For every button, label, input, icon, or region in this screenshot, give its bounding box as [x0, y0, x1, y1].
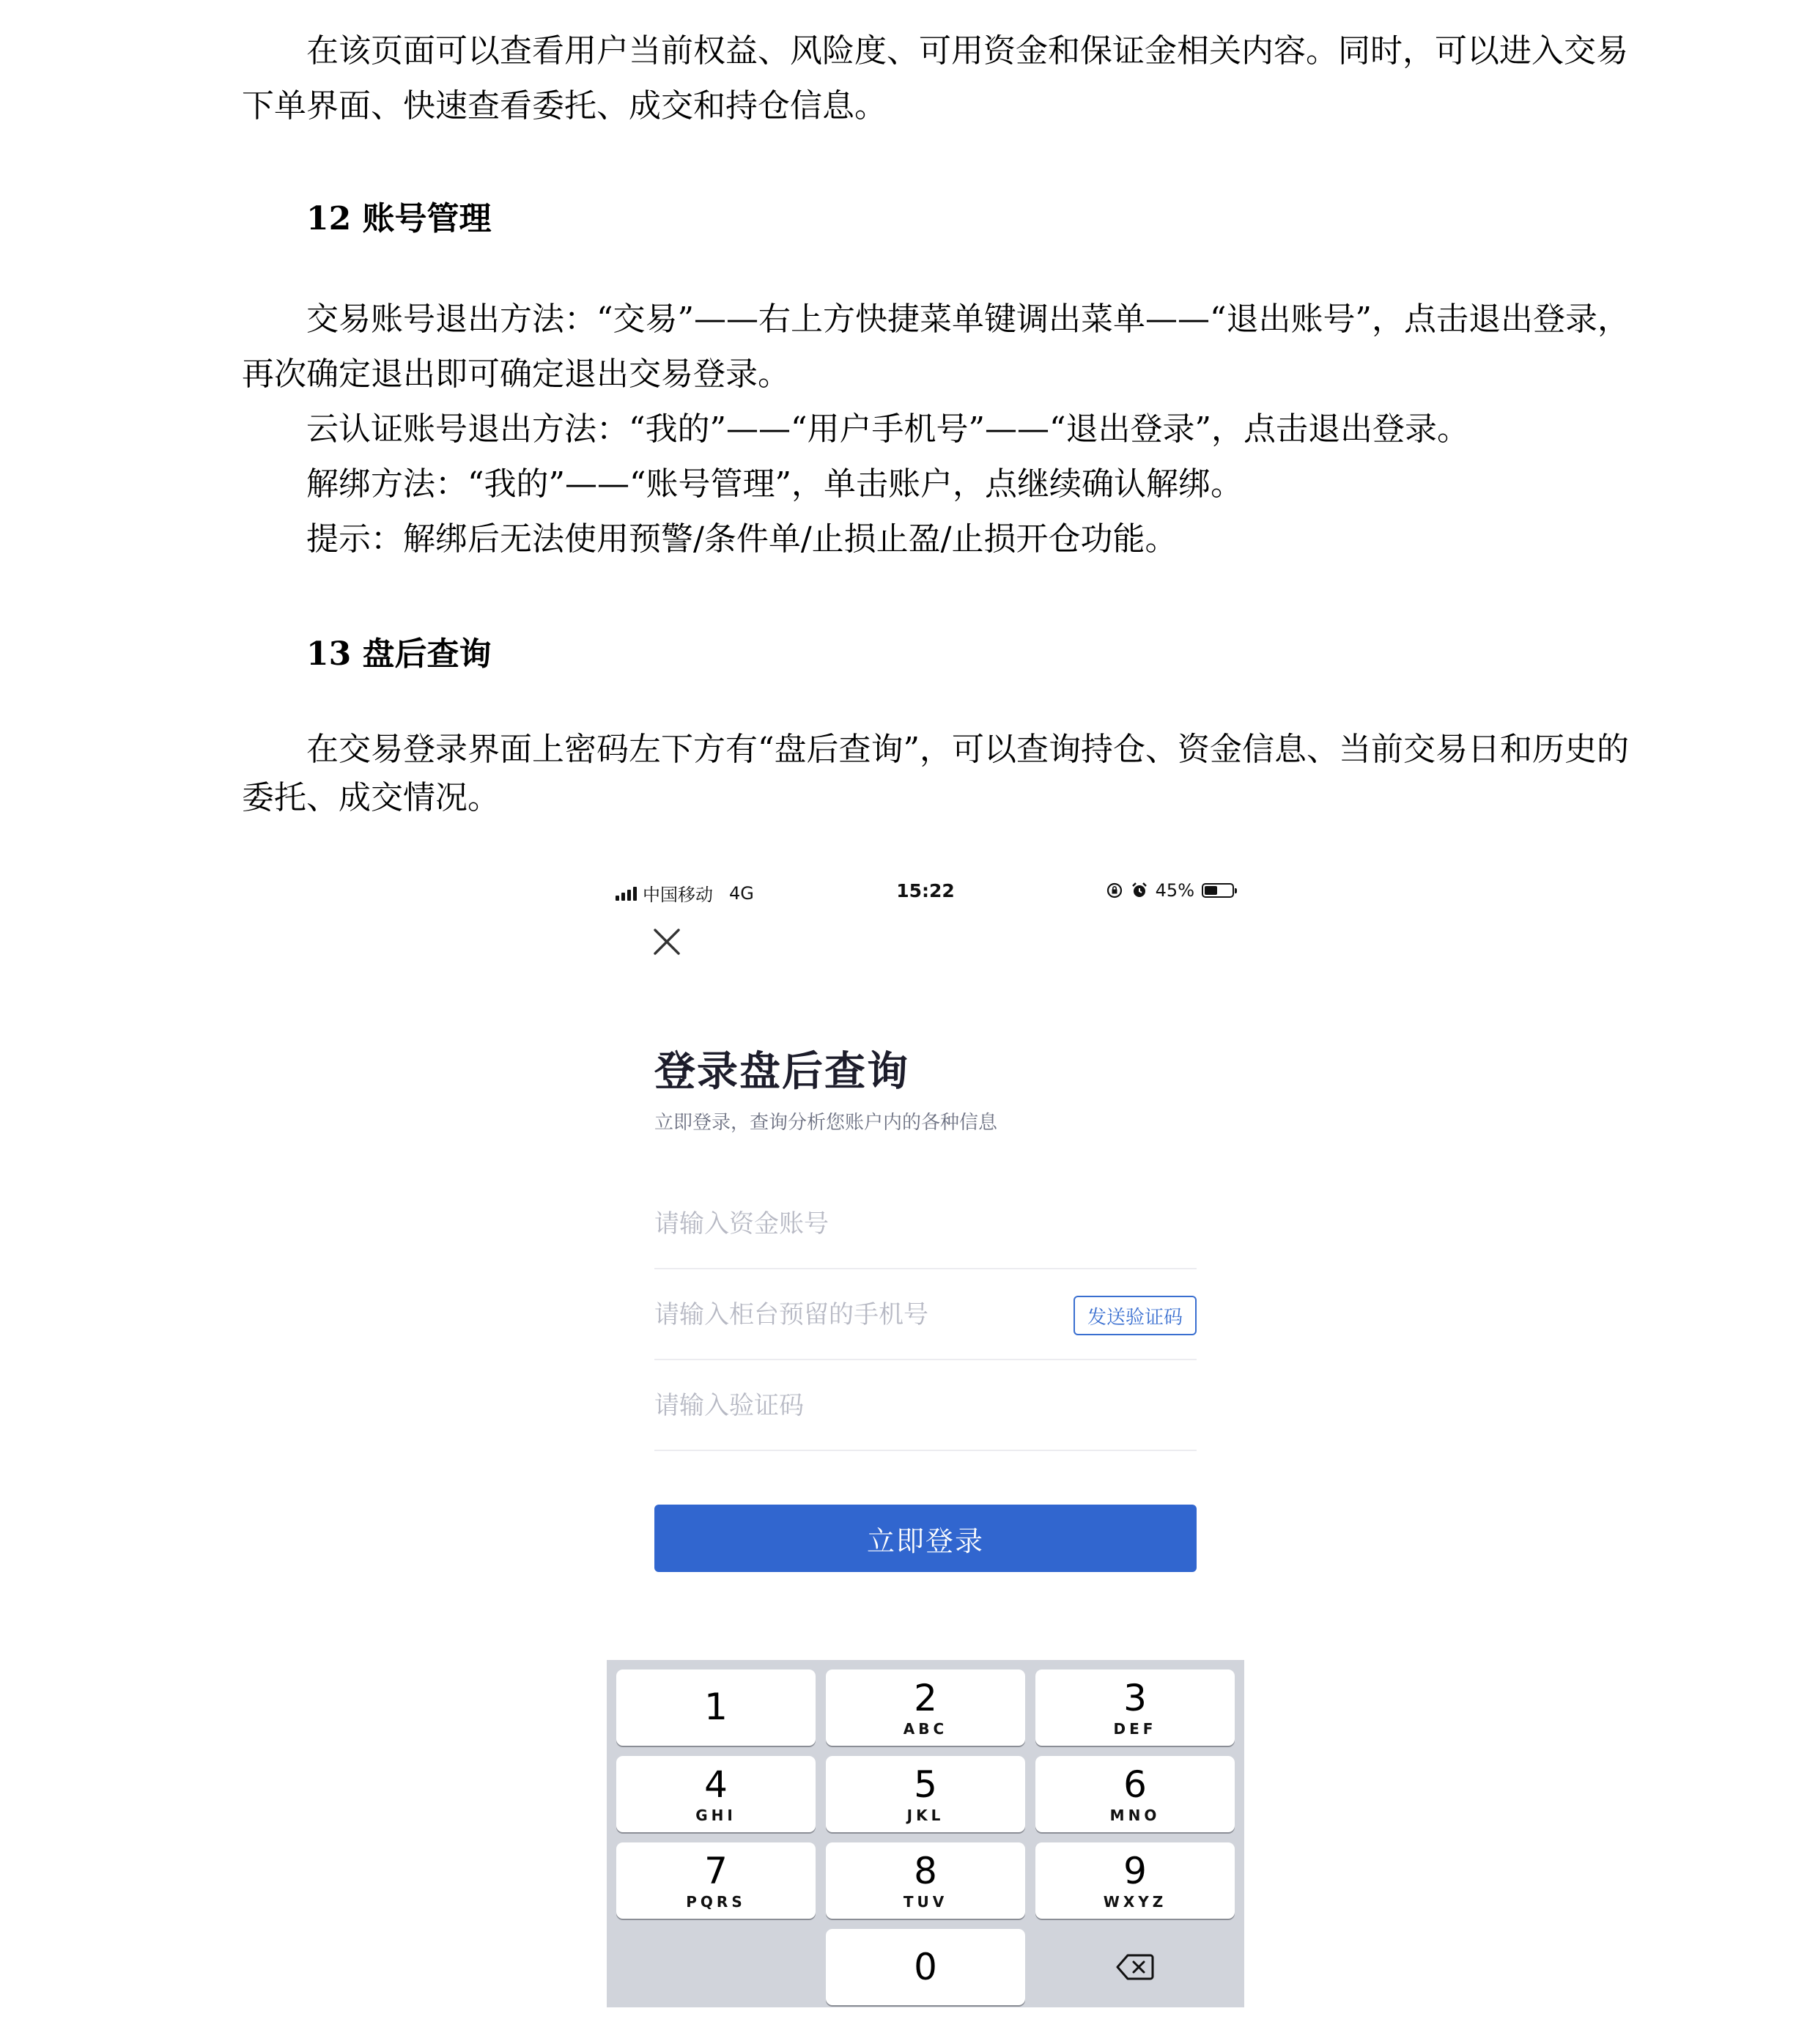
status-time: 15:22 [896, 880, 955, 901]
key-0[interactable] [826, 1929, 1025, 2005]
key-6-number: 6 [1123, 1763, 1147, 1806]
key-4-number: 4 [704, 1763, 728, 1806]
key-8-number: 8 [914, 1850, 937, 1892]
key-7[interactable] [616, 1842, 816, 1919]
key-1[interactable] [616, 1669, 816, 1746]
page-subtitle: 立即登录，查询分析您账户内的各种信息 [654, 1112, 998, 1134]
paragraph-trade-logout: 交易账号退出方法：“交易”——右上方快捷菜单键调出菜单——“退出账号”，点击退出登录，再次确定退出即可确定退出交易登录。 [242, 300, 1630, 393]
numeric-keypad [607, 1660, 1244, 2007]
key-9-letters: WXYZ [1103, 1893, 1167, 1911]
key-6-letters: MNO [1109, 1807, 1161, 1824]
phone-input[interactable] [654, 1296, 1065, 1334]
carrier-name: 中国移动 [643, 885, 713, 905]
key-5-number: 5 [914, 1763, 937, 1806]
key-5[interactable] [826, 1756, 1025, 1832]
status-bar [607, 874, 1244, 911]
phone-field [654, 1269, 1197, 1360]
key-4[interactable] [616, 1756, 816, 1832]
key-1-number: 1 [704, 1686, 728, 1728]
key-4-letters: GHI [695, 1807, 736, 1824]
account-input[interactable] [654, 1205, 1065, 1243]
page-title: 登录盘后查询 [654, 1048, 909, 1096]
section-heading-13: 13 盘后查询 [306, 635, 492, 673]
network-type: 4G [729, 882, 754, 904]
close-icon[interactable] [651, 926, 683, 958]
code-field [654, 1360, 1197, 1451]
key-2-number: 2 [914, 1677, 937, 1719]
key-2-letters: ABC [903, 1720, 948, 1738]
paragraph-intro: 在该页面可以查看用户当前权益、风险度、可用资金和保证金相关内容。同时，可以进入交易下单界面、快速查看委托、成交和持仓信息。 [242, 32, 1628, 125]
key-7-letters: PQRS [686, 1893, 746, 1911]
section-heading-12: 12 账号管理 [306, 200, 492, 237]
key-0-number: 0 [914, 1946, 937, 1988]
alarm-icon [1131, 882, 1148, 899]
key-8-letters: TUV [903, 1893, 948, 1911]
paragraph-tip: 提示：解绑后无法使用预警/条件单/止损止盈/止损开仓功能。 [306, 520, 1178, 558]
key-3-number: 3 [1123, 1677, 1147, 1719]
paragraph-unbind: 解绑方法：“我的”——“账号管理”，单击账户，点继续确认解绑。 [306, 465, 1243, 503]
key-6[interactable] [1035, 1756, 1235, 1832]
key-3-letters: DEF [1113, 1720, 1157, 1738]
paragraph-cloud-logout: 云认证账号退出方法：“我的”——“用户手机号”——“退出登录”，点击退出登录。 [306, 410, 1469, 448]
login-button[interactable]: 立即登录 [654, 1505, 1197, 1572]
battery-percent: 45% [1155, 880, 1194, 901]
key-9[interactable] [1035, 1842, 1235, 1919]
send-code-button[interactable]: 发送验证码 [1074, 1296, 1197, 1335]
backspace-icon [1116, 1953, 1154, 1981]
key-8[interactable] [826, 1842, 1025, 1919]
key-3[interactable] [1035, 1669, 1235, 1746]
lock-rotation-icon [1106, 882, 1123, 899]
status-right [1106, 880, 1234, 901]
code-input[interactable] [654, 1387, 1065, 1425]
key-9-number: 9 [1123, 1850, 1147, 1892]
backspace-key[interactable] [1035, 1929, 1235, 2005]
account-field [654, 1178, 1197, 1269]
key-2[interactable] [826, 1669, 1025, 1746]
key-7-number: 7 [704, 1850, 728, 1892]
key-5-letters: JKL [906, 1807, 945, 1824]
paragraph-after-hours: 在交易登录界面上密码左下方有“盘后查询”，可以查询持仓、资金信息、当前交易日和历史的委托、成交情况。 [242, 731, 1629, 816]
battery-icon [1202, 883, 1234, 898]
phone-screenshot [607, 874, 1244, 2007]
